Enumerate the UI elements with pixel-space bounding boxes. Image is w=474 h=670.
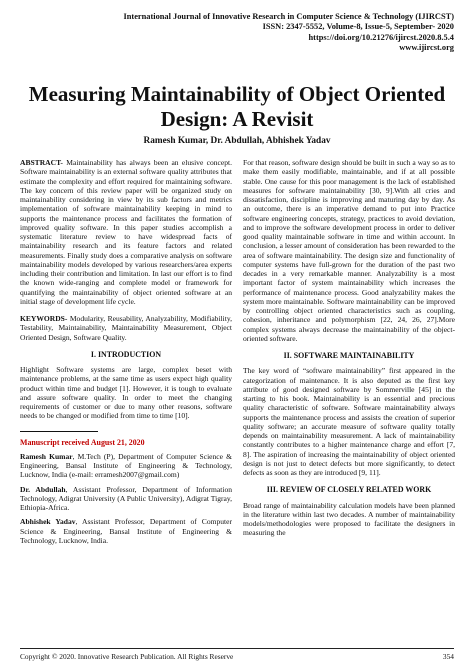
page-number: 354 bbox=[442, 652, 454, 661]
paper-title bbox=[20, 82, 454, 132]
journal-issn: ISSN: 2347-5552, Volume-8, Issue-5, September- 2020 bbox=[262, 22, 454, 32]
paper-authors: Ramesh Kumar, Dr. Abdullah, Abhishek Yadav bbox=[143, 136, 331, 146]
affiliation-3-name: Abhishek Yadav bbox=[20, 517, 76, 527]
page-footer bbox=[20, 648, 454, 661]
abstract bbox=[20, 158, 232, 306]
keywords-label: KEYWORDS- bbox=[20, 314, 68, 323]
section-3-heading: III. REVIEW OF CLOSELY RELATED WORK bbox=[266, 485, 432, 495]
left-column bbox=[20, 158, 232, 550]
affiliation-2-text: , Assistant Professor, Department of Information Technology, Adigrat University (A Public University), Adigrat Tigray, Ethiopia-Africa. bbox=[20, 484, 232, 512]
journal-doi[interactable]: https://doi.org/10.21276/ijircst.2020.8.5.4 bbox=[308, 32, 454, 42]
journal-header bbox=[34, 12, 454, 54]
section-2-heading: II. SOFTWARE MAINTAINABILITY bbox=[283, 351, 415, 360]
intro-text: Highlight Software systems are large, complex beset with maintenance problems, at the same time as users expect high quality product within time and budget [1]. However, it is tough to evaluate and assure software quality. In order to meet the changing requirements of customer or due to many other reasons, software needs to be changed or modified from time to time [10]. bbox=[20, 365, 232, 421]
journal-site[interactable]: www.ijircst.org bbox=[399, 43, 454, 53]
keywords bbox=[20, 314, 232, 342]
footnote-rule bbox=[20, 431, 98, 432]
abstract-text: Maintainability has always been an elusive concept. Software maintainability is an external software quality attributes that estimate the complexity and effort required for maintaining software. The key concern of this review paper will be organized study on maintainability considering in view by its sub factors and metrics implementation of software maintainability keeping in mind to supports the maintenance process and facilitates the formation of improved quality software. In this paper studies accomplish a systematic literature review to have widespread facts of maintainability research and its feature factors and related measurements. Finally study does a comparative analysis on software maintainability models developed by various researchers/area experts including their contribution and limitation. In last our effort is to find the known wide-ranging and complete model or framework for quantifying the maintainability of object oriented software at an initial stage of development life cycle. bbox=[20, 158, 232, 306]
abstract-label: ABSTRACT- bbox=[20, 158, 63, 167]
title-line-2: Design: A Revisit bbox=[160, 107, 314, 131]
right-paragraph-3: Broad range of maintainability calculation models have been planned in the literature within last two decades. A number of maintainability models/methodologies were proposed to facilitate the designers in measuring the bbox=[243, 500, 455, 538]
keywords-text: Modularity, Reusability, Analyzability, Modifiability, Testability, Maintainability, Maintainability Measurement, Object Oriented Design, Software Quality. bbox=[20, 314, 232, 342]
right-paragraph-2: The key word of “software maintainability” first appeared in the categorization of maintenance. It is also deputed as the first key attribute of good designed software by Sommerville [45] in the starting to his book. Maintainability is an essential and precious quality characteristic of software. Software maintainability always supports the maintenance process and assists the creation of superior quality software; an accurate measure of software quality totally depends on maintainability measurement. A lack of maintainability constantly contributes to a higher maintenance charge and effort [7, 8]. The aspiration of increasing the maintainability of object oriented design is not just to detect defects but more significantly, to detect defects as soon as they are introduced [9, 11]. bbox=[243, 366, 455, 477]
right-column bbox=[243, 158, 455, 546]
affiliation-2-name: Dr. Abdullah bbox=[20, 484, 66, 494]
affiliation-2 bbox=[20, 485, 232, 513]
affiliation-1 bbox=[20, 452, 232, 480]
affiliation-3 bbox=[20, 517, 232, 545]
affiliation-1-text: , M.Tech (P), Department of Computer Science & Engineering, Bansal Institute of Engineering & Technology, Lucknow, India (e-mail: erramesh2007@gmail.com) bbox=[20, 451, 232, 480]
intro-heading: I. INTRODUCTION bbox=[90, 349, 162, 359]
affiliation-1-name: Ramesh Kumar bbox=[20, 451, 73, 461]
footer-copyright: Copyright © 2020. Innovative Research Publication. All Rights Reserve bbox=[20, 652, 234, 661]
right-paragraph-1: For that reason, software design should be built in such a way so as to make them easily modifiable, maintainable, and if at all possible stable. One cause for this poor management is the lack of established measures for software maintainability [30, 9].With all cries and dissatisfaction, discipline is improving and maturing day by day. As an outcome, there is an imperative demand to put into Practice software engineering concepts, strategy, practices to avoid deviation, and to improve the software development process in order to deliver good quality maintainable software in time and within account. In conclusion, a lesser amount of consideration has been rewarded to the area of software maintainability. The design size and functionality of computer systems have full-grown for the duration of the past two decades in a very remarkable manner. Analyzability is a most important factor of system maintainability which increases the performance of maintenance process. Good analyzability makes the system more maintainable. Software maintainability can be improved by controlling object oriented characteristics such as coupling, cohesion, inheritance and polymorphism [22, 24, 26, 27].More complex systems always decrease the maintainability of the object-oriented software. bbox=[243, 158, 455, 343]
title-line-1: Measuring Maintainability of Object Oriented bbox=[28, 82, 446, 106]
journal-name: International Journal of Innovative Research in Computer Science & Technology (IJIRCST) bbox=[123, 12, 454, 21]
manuscript-received: Manuscript received August 21, 2020 bbox=[20, 437, 145, 447]
affiliation-3-text: , Assistant Professor, Department of Computer Science & Engineering, Bansal Institute of Engineering & Technology, Lucknow, India. bbox=[20, 517, 232, 545]
